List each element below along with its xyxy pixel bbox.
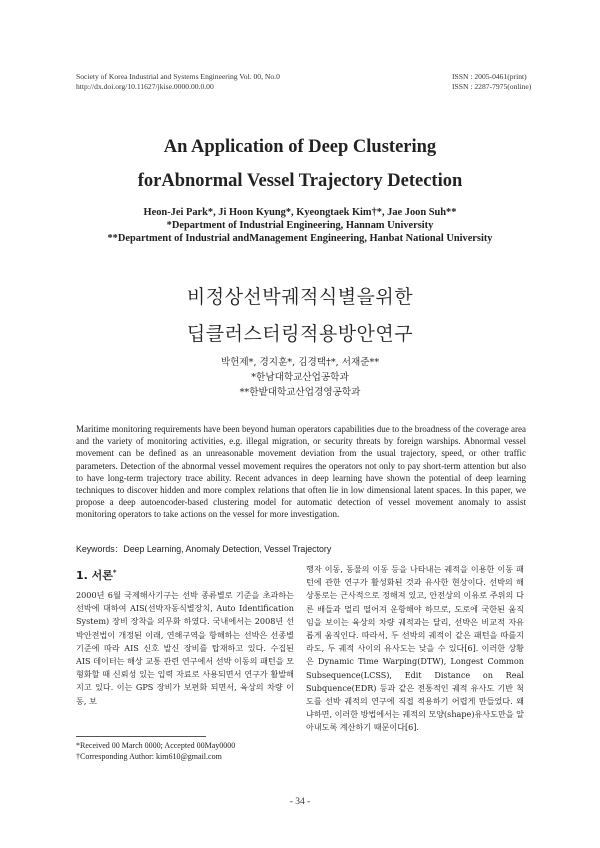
doi-line[interactable]: http://dx.doi.org/10.11627/jkise.0000.00.0.00 [76, 82, 214, 91]
footnotes [76, 740, 296, 762]
author-names: Heon-Jei Park*, Ji Hoon Kyung*, Kyeongtaek Kim†*, Jae Joon Suh** [143, 207, 457, 218]
footnote-received: *Received 00 March 0000; Accepted 00May0000 [76, 741, 236, 750]
keywords: Keywords：Deep Learning, Anomaly Detection, Vessel Trajectory [76, 544, 332, 554]
korean-author-names: 박헌제*, 경지훈*, 김경택†*, 서재준** [220, 357, 380, 368]
korean-affiliation-2: **한밭대학교산업경영공학과 [239, 387, 361, 398]
page-number: - 34 - [289, 797, 311, 807]
body-left-column: 2000년 6월 국제해사기구는 선박 종류별로 기준을 초과하는 선박에 대하여 AIS(선박자동식별장치, Auto Identification System) 장비 장착을 의무화 하였다. 국내에서는 2008년 선박안전법이 개정된 이래, 연해구역을 항해하는 선박은 선종별 기준에 따라 AIS 신호 발신 장비를 탑재하고 있다. 수집된 AIS 데이터는 해상 교통 관련 연구에서 선박 이동의 패턴을 모형화할 때 신뢰성 있는 입력 자료로 사용되면서 연구가 활발해 지고 있다. 이는 GPS 장비가 보편화 되면서, 육상의 차량 이동, 보 [76, 590, 294, 706]
author-affiliation-1: *Department of Industrial Engineering, Hannam University [166, 220, 434, 231]
issn-online: ISSN : 2287-7975(online) [452, 82, 532, 91]
section-heading [76, 567, 117, 583]
issn-block [452, 72, 531, 92]
footnote-corresponding: †Corresponding Author: kim610@gmail.com [76, 752, 222, 761]
journal-header [76, 72, 280, 92]
korean-author-block [0, 355, 600, 400]
korean-title-line1: 비정상선박궤적식별을위한 [186, 286, 414, 308]
issn-print: ISSN : 2005-0461(print) [452, 72, 527, 81]
author-block [0, 206, 600, 245]
abstract: Maritime monitoring requirements have been beyond human operators capabilities due to the broadness of the coverage area and the variety of monitoring activities, e.g. illegal migration, or security threats by foreign warships. Abnormal vessel movement can be defined as an unreasonable movement deviation from the usual trajectory, speed, or other traffic parameters. Detection of the abnormal vessel movement requires the operators not only to pay short-term attention but also to have long-term trajectory trace ability. Recent advances in deep learning have shown the potential of deep learning techniques to discover hidden and more complex relations that often lie in low dimensional latent spaces. In this paper, we propose a deep autoencoder-based clustering model for automatic detection of vessel movement anomaly to assist monitoring operators to take actions on the vessel for more investigation. [76, 424, 526, 520]
paper-title-line1: An Application of Deep Clustering [163, 137, 437, 157]
section-title: 1. 서론 [76, 569, 113, 582]
footnote-divider [76, 736, 206, 737]
section-footnote-marker: * [112, 568, 117, 577]
korean-title-line2: 딥클러스터링적용방안연구 [186, 323, 414, 345]
author-affiliation-2: **Department of Industrial andManagement Engineering, Hanbat National University [107, 233, 493, 244]
body-right-column: 행자 이동, 동물의 이동 등을 나타내는 궤적을 이용한 이동 패턴에 관한 연구가 활성화된 것과 유사한 현상이다. 선박의 해상통로는 근사적으로 정해져 있고, 안전상의 이유로 주위의 다른 배들과 멀리 떨어져 운항해야 하므로, 도로에 국한된 움직임을 보이는 육상의 차량 궤적과는 달리, 선박은 비교적 자유롭게 움직인다. 따라서, 두 선박의 궤적이 같은 패턴을 따를지라도, 두 궤적 사이의 유사도는 낮을 수 있다[6]. 이러한 상황은 Dynamic Time Warping(DTW), Longest Common Subsequence(LCSS), Edit Distance on Real Subquence(EDR) 등과 같은 전통적인 궤적 유사도 기반 척도를 선박 궤적의 연구에 직접 적용하기 어렵게 만들었다. 왜냐하면, 이러한 방법에서는 궤적의 모양(shape)유사도만을 알아내도록 계산하기 때문이다[6]. [306, 564, 524, 733]
paper-title-line2: forAbnormal Vessel Trajectory Detection [137, 171, 463, 191]
korean-affiliation-1: *한남대학교산업공학과 [251, 372, 349, 383]
journal-line: Society of Korea Industrial and Systems Engineering Vol. 00, No.0 [76, 72, 280, 81]
